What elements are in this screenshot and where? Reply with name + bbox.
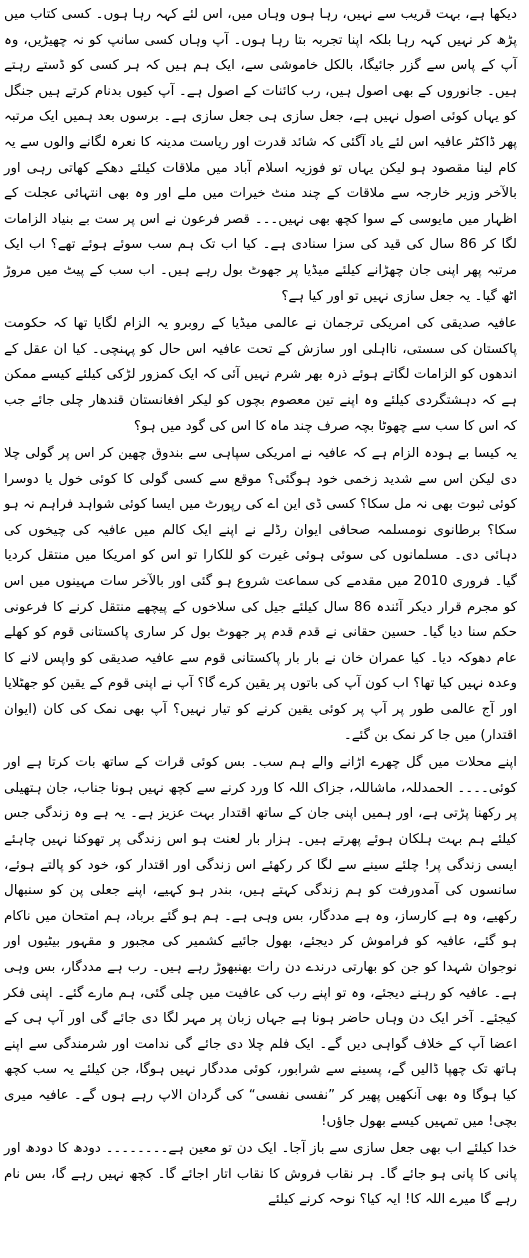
article-paragraph-3: یہ کیسا بے ہودہ الزام ہے کہ عافیہ نے امریکی سپاہی سے بندوق چھین کر اس پر گولی چلا دی لیکن اس سے شدید زخمی خود ہوگئی؟ موقع سے کسی گولی کا کوئی خول یا دوسرا کوئی ثبوت بھی نہ مل سکا؟ کسی ڈی این اے کی رپورٹ میں ایسا کوئی شواہد فراہم نہ ہو سکا؟ برطانوی نومسلمہ صحافی ایوان رڈلے نے اپنے ایک کالم میں عافیہ کی چیخوں کی دہائی دی۔ مسلمانوں کی سوئی ہوئی غیرت کو للکارا تو اس کو امریکا میں منتقل کردیا گیا۔ فروری 2010 میں مقدمے کی سماعت شروع ہو گئی اور بالآخر سات مہینوں میں اس کو مجرم قرار دیکر آئندہ 86 سال کیلئے جیل کی سلاخوں کے پیچھے منتقل کرنے کا فرعونی حکم سنا دیا گیا۔ حسین حقانی نے قدم قدم پر جھوٹ بول کر ساری پاکستانی قوم کو کھلے عام دھوکہ دیا۔ کیا عمران خان نے بار بار پاکستانی قوم سے عافیہ صدیقی کو واپس لانے کا وعدہ نہیں کیا تھا؟ اب کون آپ کی باتوں پر یقین کرے گا؟ آپ نے اپنی قوم کے یقین کو جھٹلایا اور آج عالمی طور پر آپ پر کوئی یقین کرنے کو تیار نہیں؟ آپ بھی نمک کی کان (ایوان اقتدار) میں جا کر نمک بن گئے۔ bbox=[4, 446, 518, 743]
article-paragraph-1: دیکھا ہے، بہت قریب سے نہیں، رہا ہوں وہاں میں، اس لئے کہہ رہا ہوں۔ کسی کتاب میں پڑھ کر نہیں کہہ رہا بلکہ اپنا تجربہ بتا رہا ہوں۔ آپ وہاں کسی سانپ کو نہ چھیڑیں، وہ آپ کے پاس سے گزر جائیگا، بالکل خاموشی سے، ایک ہم ہیں کہ ہر کسی کو ڈستے رہتے ہیں۔ جانوروں کے بھی اصول ہیں، رب کائنات کے اصول ہے۔ آپ کیوں بدنام کرتے ہیں جنگل کو یہاں کوئی اصول نہیں ہے، جعل سازی ہی جعل سازی ہے۔ برسوں بعد ہمیں ایک مرتبہ پھر ڈاکٹر عافیہ اس لئے یاد آگئی کہ شائد قدرت اور ریاست مدینہ کا نعرہ لگانے والوں سے یہ کام لینا مقصود ہو لیکن یہاں تو فوزیہ اسلام آباد میں ملاقات کیلئے دھکے کھاتی رہی اور بالآخر وزیر خارجہ سے ملاقات کے چند منٹ خیرات میں ملے اور وہ بھی انتہائی عجلت کے اظہار میں مایوسی کے سوا کچھ بھی نہیں۔۔۔ قصر فرعون نے اس پر ست بے بنیاد الزامات لگا کر 86 سال کی قید کی سزا سنادی ہے۔ کیا اب تک ہم سب سوئے ہوئے تھے؟ اب ایک مرتبہ پھر اپنی جان چھڑانے کیلئے میڈیا پر جھوٹ بول رہے ہیں۔ اب سب کے پیٹ میں مروڑ اٹھ گیا۔ یہ جعل سازی نہیں تو اور کیا ہے؟ bbox=[4, 7, 517, 304]
article-paragraph-5: خدا کیلئے اب بھی جعل سازی سے باز آجا۔ ایک دن تو معین ہے۔۔۔۔۔۔۔۔ دودھ کا دودھ اور پانی کا پانی ہو جائے گا۔ ہر نقاب فروش کا نقاب اتار اجائے گا۔ کچھ نہیں رہے گا، بس نام رہے گا میرے اللہ کا! ایہ کیا؟ نوحہ کرنے کیلئے bbox=[4, 1141, 517, 1208]
article-paragraph-4: اپنے محلات میں گل چھرے اڑانے والے ہم سب۔ بس کوئی قرات کے ساتھ بات کرتا ہے اور کوئی۔۔۔۔ الحمدللہ، ماشاللہ، جزاک اللہ کا ورد کرنے سے کچھ نہیں ہونا جناب، جان ہتھیلی پر رکھنا پڑتی ہے، اور ہمیں اپنی جان کے ساتھ اقتدار بہت عزیز ہے۔ یہ ہے وہ زندگی جس کیلئے ہم بہت ہلکان ہوئے پھرتے ہیں۔ ہزار بار لعنت ہو اس زندگی پر تھوکنا نہیں چاہئے ایسی زندگی پر! چلئے سینے سے لگا کر رکھئے اس زندگی اور اقتدار کو، خود کو پالتے ہوئے، سانسوں کی آمدورفت کو ہم زندگی کہتے ہیں، بندر ہو کہیے، اپنے جعلی پن کو سنبھال رکھیے، وہ ہے کارساز، وہ ہے مددگار، بس وہی ہے۔ ہم ہو گئے برباد، ہم امتحان میں ناکام ہو گئے، عافیہ کو فراموش کر دیجئے، بھول جائیے کشمیر کی مجبور و مقہور بیٹیوں اور نوجوان شہدا کو جن کو بھارتی درندے دن رات بھنبھوڑ رہے ہیں۔ رب ہے مددگار، بس وہی ہے۔ عافیہ کو رہنے دیجئے، وہ تو اپنے رب کی عافیت میں چلی گئی، ہم مارے گئے۔ اپنی فکر کیجئے۔ آخر ایک دن وہاں حاضر ہونا ہے جہاں زبان پر مہر لگا دی جائے گی اور آپ ہی کے اعضا آپ کے خلاف گواہی دیں گے۔ ایک فلم چلا دی جائے گی ندامت اور شرمندگی سے اپنے ہاتھ تک چھپا ڈالیں گے، پسینے سے شرابور، کوئی مددگار نہیں ہوگا، جن کیلئے یہ سب کچھ کیا ہوگا وہ بھی آنکھیں پھیر کر ”نفسی نفسی“ کی گردان الاپ رہے ہوں گے۔ عافیہ میری بچی! میں تمہیں کیسے بھول جاؤں! bbox=[4, 755, 517, 1129]
article-paragraph-2: عافیہ صدیقی کی امریکی ترجمان نے عالمی میڈیا کے روبرو یہ الزام لگایا تھا کہ حکومت پاکستان کی سستی، نااہلی اور سازش کے تحت عافیہ اس حال کو پہنچی۔ کیا ان عقل کے اندھوں کو الزامات لگاتے ہوئے ذرہ بھر شرم نہیں آئی کہ ایک کمزور لڑکی کیلئے کیسے ممکن ہے کہ دہشتگردی کیلئے وہ اپنے تین معصوم بچوں کو لیکر افغانستان قندھار چلی جائے جب کہ اس کا سب سے چھوٹا بچہ صرف چند ماہ کا اس کی گود میں ہو؟ bbox=[4, 316, 517, 434]
